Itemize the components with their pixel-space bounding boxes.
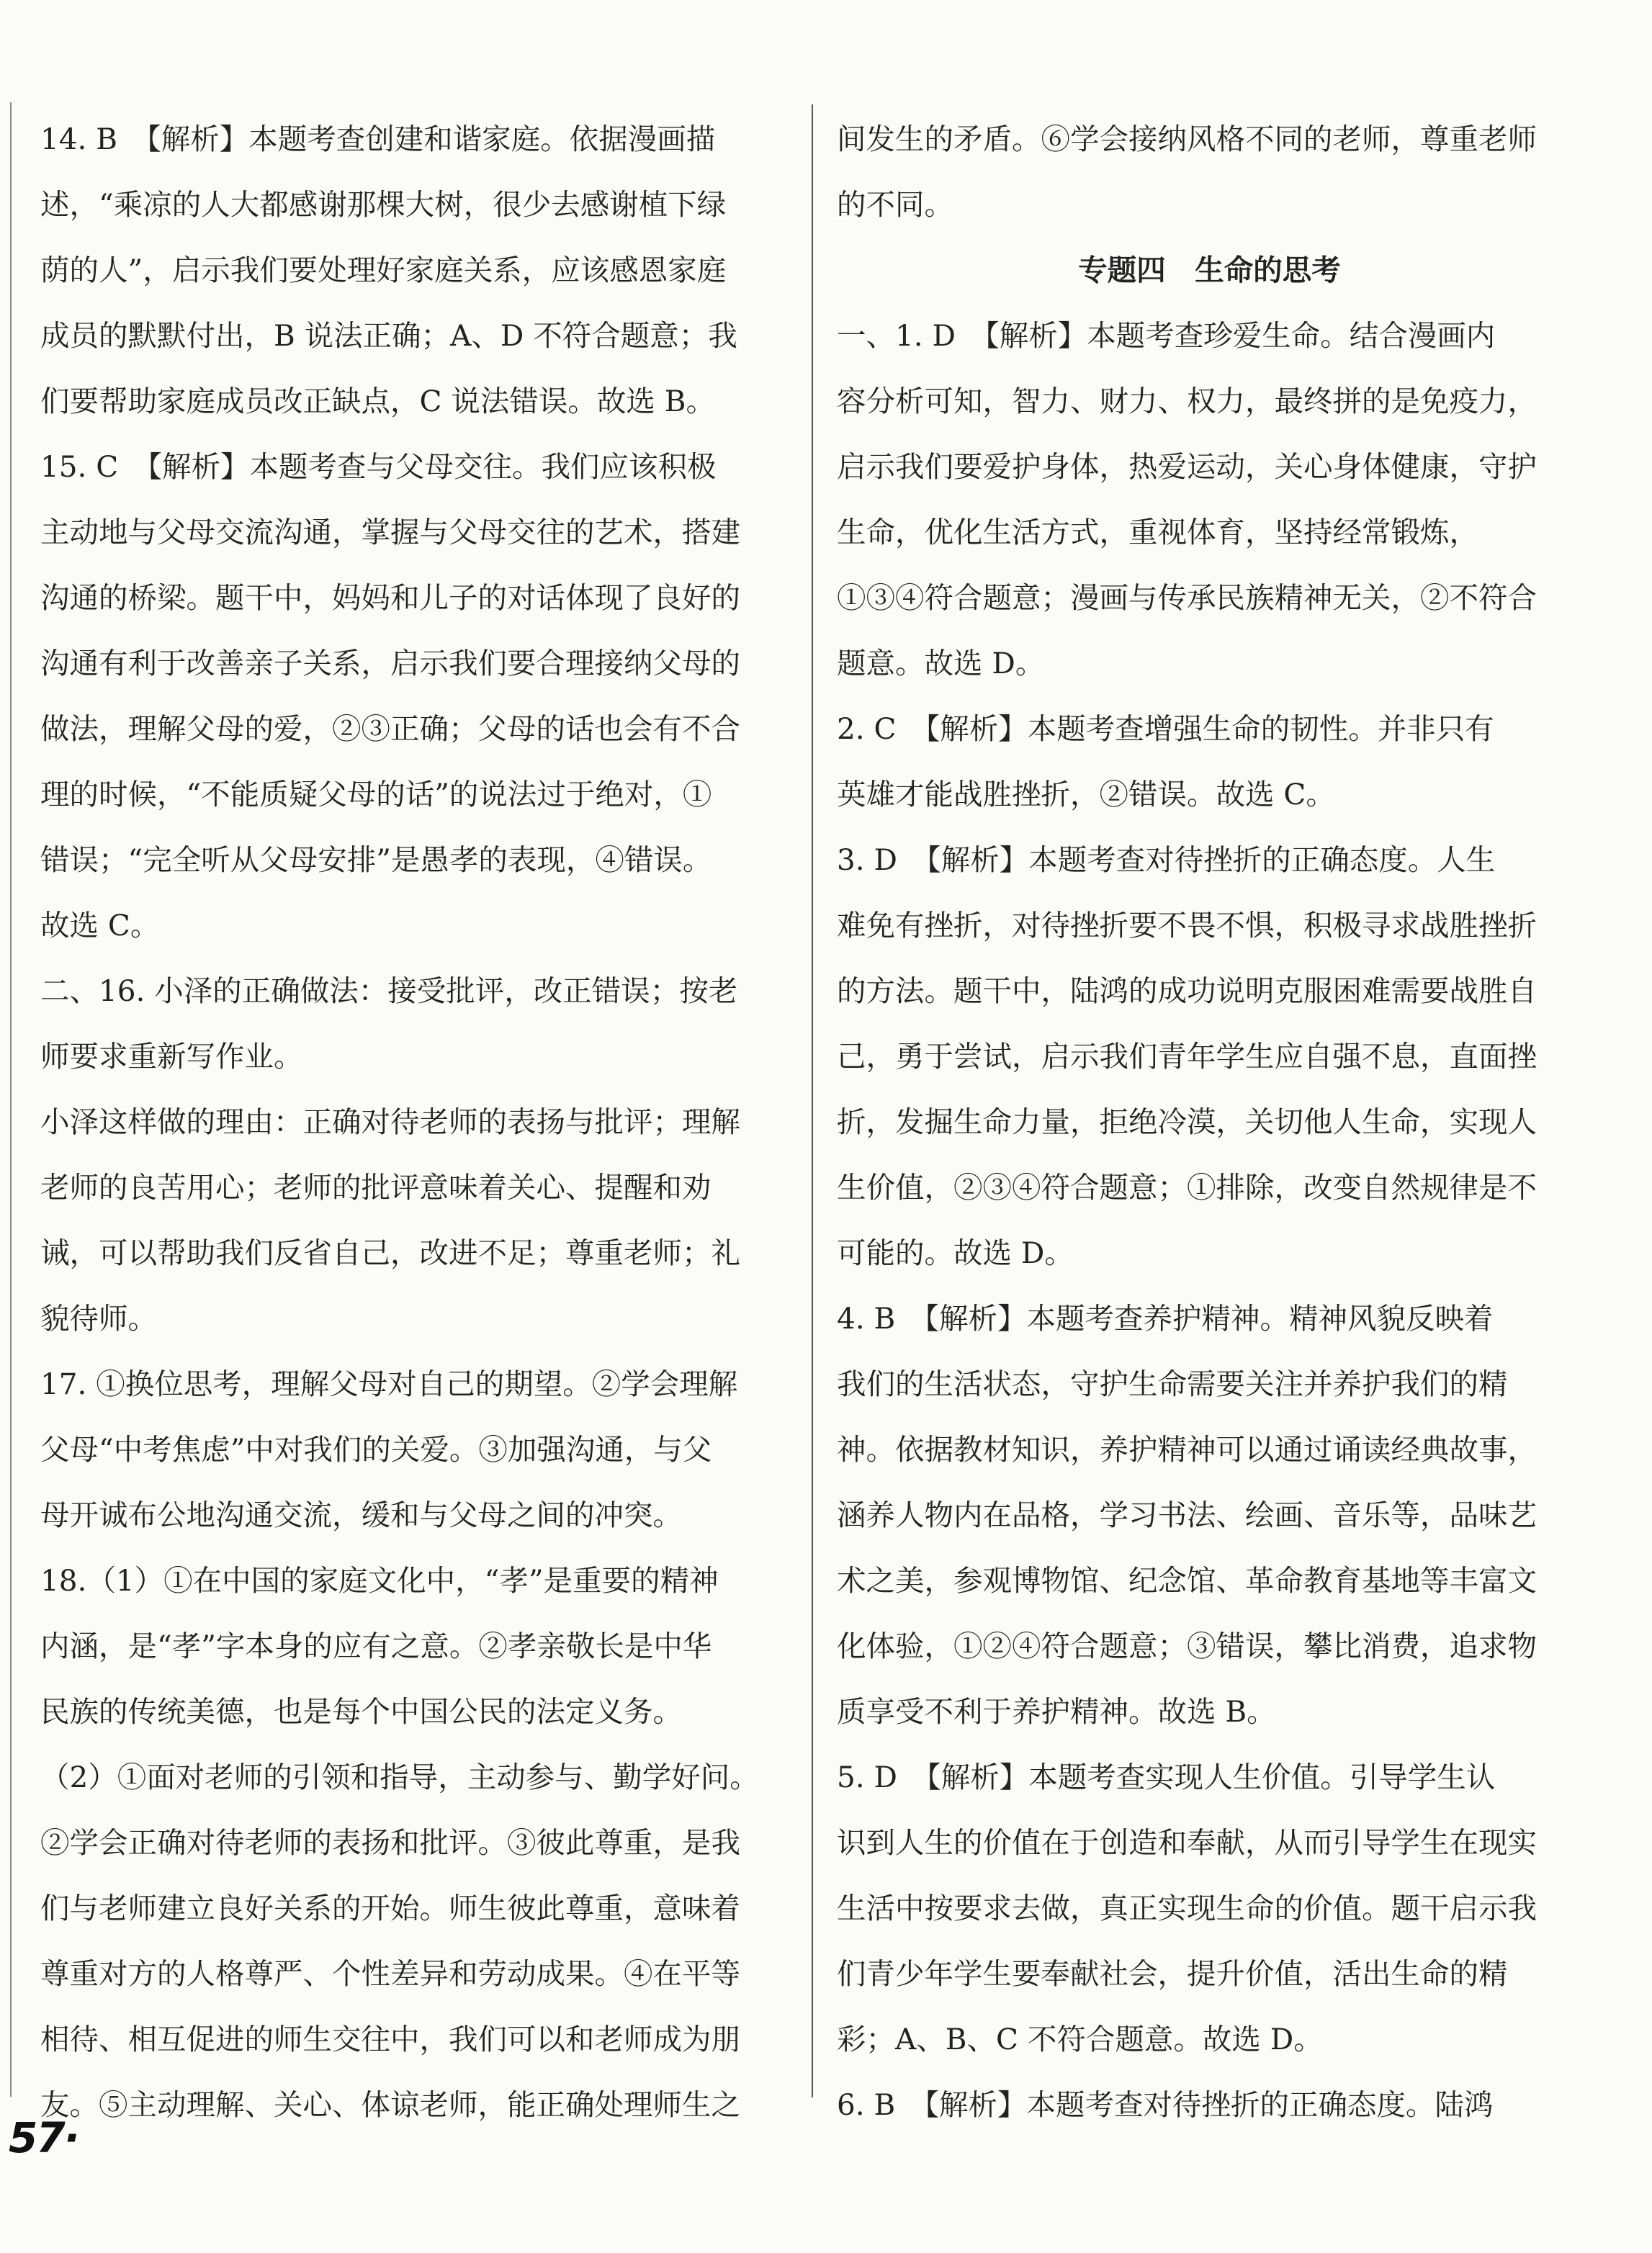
text-line: 一、1. D 【解析】本题考查珍爱生命。结合漫画内 — [837, 318, 1496, 353]
text-line: 生价值，②③④符合题意；①排除，改变自然规律是不 — [837, 1170, 1537, 1205]
text-line: 主动地与父母交流沟通，掌握与父母交往的艺术，搭建 — [40, 515, 740, 549]
page-number: 57· — [9, 2113, 78, 2162]
text-line: 错误；“完全听从父母安排”是愚孝的表现，④错误。 — [40, 842, 712, 877]
text-line: 老师的良苦用心；老师的批评意味着关心、提醒和劝 — [40, 1170, 711, 1205]
text-line: 内涵，是“孝”字本身的应有之意。②孝亲敬长是中华 — [40, 1629, 712, 1663]
text-line: 神。依据教材知识，养护精神可以通过诵读经典故事， — [837, 1432, 1537, 1467]
text-line: 己，勇于尝试，启示我们青年学生应自强不息，直面挫 — [837, 1039, 1537, 1074]
text-line: ②学会正确对待老师的表扬和批评。③彼此尊重，是我 — [40, 1825, 740, 1860]
text-line: 可能的。故选 D。 — [837, 1236, 1074, 1270]
text-line: 貌待师。 — [40, 1301, 157, 1336]
text-line: 述，“乘凉的人大都感谢那棵大树，很少去感谢植下绿 — [40, 187, 727, 222]
column-divider — [812, 104, 813, 2097]
text-line: 成员的默默付出，B 说法正确；A、D 不符合题意；我 — [40, 318, 737, 353]
text-line: ①③④符合题意；漫画与传承民族精神无关，②不符合 — [837, 580, 1537, 615]
text-line: 质享受不利于养护精神。故选 B。 — [837, 1694, 1276, 1729]
text-line: 5. D 【解析】本题考查实现人生价值。引导学生认 — [837, 1760, 1496, 1794]
text-line: 生命，优化生活方式，重视体育，坚持经常锻炼， — [837, 515, 1478, 549]
text-line: 我们的生活状态，守护生命需要关注并养护我们的精 — [837, 1367, 1508, 1401]
text-line: 2. C 【解析】本题考查增强生命的韧性。并非只有 — [837, 711, 1494, 746]
text-line: 彩；A、B、C 不符合题意。故选 D。 — [837, 2022, 1323, 2056]
text-line: 难免有挫折，对待挫折要不畏不惧，积极寻求战胜挫折 — [837, 908, 1537, 943]
text-line: 们要帮助家庭成员改正缺点，C 说法错误。故选 B。 — [40, 384, 715, 418]
text-line: 英雄才能战胜挫折，②错误。故选 C。 — [837, 777, 1335, 811]
left-margin-rule — [10, 102, 12, 2097]
text-line: 17. ①换位思考，理解父母对自己的期望。②学会理解 — [40, 1367, 738, 1401]
left-column — [40, 107, 786, 2138]
text-line: 折，发掘生命力量，拒绝冷漠，关切他人生命，实现人 — [837, 1105, 1537, 1139]
text-line: 术之美，参观博物馆、纪念馆、革命教育基地等丰富文 — [837, 1563, 1537, 1598]
text-line: 14. B 【解析】本题考查创建和谐家庭。依据漫画描 — [40, 122, 716, 156]
text-line: 相待、相互促进的师生交往中，我们可以和老师成为朋 — [40, 2022, 740, 2056]
text-line: 题意。故选 D。 — [837, 646, 1045, 680]
text-line: 的方法。题干中，陆鸿的成功说明克服困难需要战胜自 — [837, 973, 1537, 1008]
text-line: 启示我们要爱护身体，热爱运动，关心身体健康，守护 — [837, 449, 1537, 484]
right-column — [837, 107, 1582, 2138]
text-line: 故选 C。 — [40, 908, 160, 943]
text-line: 们与老师建立良好关系的开始。师生彼此尊重，意味着 — [40, 1891, 740, 1925]
text-line: 沟通的桥梁。题干中，妈妈和儿子的对话体现了良好的 — [40, 580, 740, 615]
text-line: 3. D 【解析】本题考查对待挫折的正确态度。人生 — [837, 842, 1496, 877]
text-line: 涵养人物内在品格，学习书法、绘画、音乐等，品味艺 — [837, 1498, 1537, 1532]
text-line: 理的时候，“不能质疑父母的话”的说法过于绝对，① — [40, 777, 712, 811]
text-line: 做法，理解父母的爱，②③正确；父母的话也会有不合 — [40, 711, 740, 746]
text-line: 小泽这样做的理由：正确对待老师的表扬与批评；理解 — [40, 1105, 740, 1139]
text-line: 生活中按要求去做，真正实现生命的价值。题干启示我 — [837, 1891, 1537, 1925]
text-line: 18.（1）①在中国的家庭文化中，“孝”是重要的精神 — [40, 1563, 719, 1598]
text-line: 二、16. 小泽的正确做法：接受批评，改正错误；按老 — [40, 973, 738, 1008]
text-line: 荫的人”，启示我们要处理好家庭关系，应该感恩家庭 — [40, 253, 727, 287]
text-line: 友。⑤主动理解、关心、体谅老师，能正确处理师生之 — [40, 2087, 740, 2122]
text-line: 尊重对方的人格尊严、个性差异和劳动成果。④在平等 — [40, 1956, 740, 1991]
text-line: 6. B 【解析】本题考查对待挫折的正确态度。陆鸿 — [837, 2087, 1494, 2122]
text-line: 父母“中考焦虑”中对我们的关爱。③加强沟通，与父 — [40, 1432, 712, 1467]
text-line: 15. C 【解析】本题考查与父母交往。我们应该积极 — [40, 449, 717, 484]
text-line: 沟通有利于改善亲子关系，启示我们要合理接纳父母的 — [40, 646, 740, 680]
text-line: 诫，可以帮助我们反省自己，改进不足；尊重老师；礼 — [40, 1236, 740, 1270]
text-line: 的不同。 — [837, 187, 953, 222]
text-line: 母开诚布公地沟通交流，缓和与父母之间的冲突。 — [40, 1498, 682, 1532]
text-line: 容分析可知，智力、财力、权力，最终拼的是免疫力， — [837, 384, 1537, 418]
text-line: 化体验，①②④符合题意；③错误，攀比消费，追求物 — [837, 1629, 1537, 1663]
text-line: 民族的传统美德，也是每个中国公民的法定义务。 — [40, 1694, 682, 1729]
text-line: （2）①面对老师的引领和指导，主动参与、勤学好问。 — [40, 1760, 759, 1794]
text-line: 识到人生的价值在于创造和奉献，从而引导学生在现实 — [837, 1825, 1537, 1860]
text-line: 们青少年学生要奉献社会，提升价值，活出生命的精 — [837, 1956, 1508, 1991]
text-line: 间发生的矛盾。⑥学会接纳风格不同的老师，尊重老师 — [837, 122, 1537, 156]
text-line: 4. B 【解析】本题考查养护精神。精神风貌反映着 — [837, 1301, 1494, 1336]
text-line: 师要求重新写作业。 — [40, 1039, 303, 1074]
section-title: 专题四 生命的思考 — [1078, 253, 1341, 287]
